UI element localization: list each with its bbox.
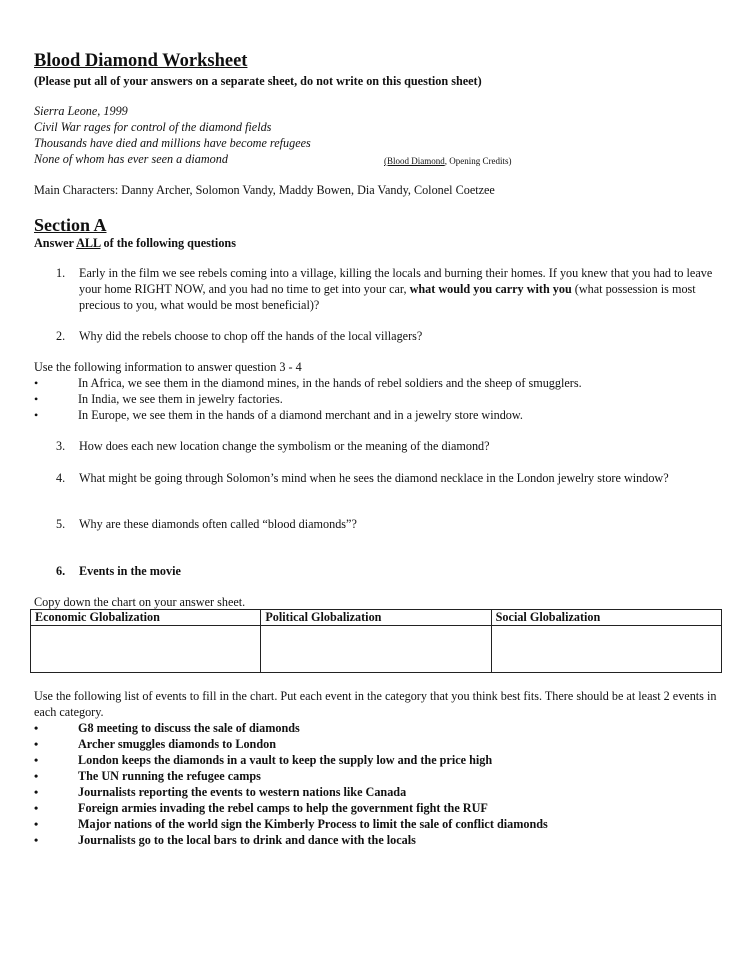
question-text: How does each new location change the symbolism or the meaning of the diamond? — [79, 439, 490, 453]
chart-header-economic: Economic Globalization — [31, 610, 261, 626]
question-number: 6. — [56, 564, 66, 578]
info-intro: Use the following information to answer question 3 - 4 — [34, 360, 302, 374]
intro-line: Sierra Leone, 1999 — [34, 104, 128, 118]
citation-detail: , Opening Credits) — [444, 156, 512, 166]
citation — [384, 153, 512, 169]
question-1 — [56, 265, 716, 315]
instructions-note: (Please put all of your answers on a separate sheet, do not write on this question sheet) — [34, 74, 482, 88]
bullet-icon: • — [34, 801, 39, 815]
worksheet-page: Blood Diamond Worksheet (Please put all of your answers on a separate sheet, do not write on this question sheet) Sierra Leone, 1999 Civil War rages for control of the diamond fields Thousands have died and millions have become refugees None of whom has ever seen a diamond (Blood Diamond, Opening Credits) Main Characters: Danny Archer, Solomon Vandy, Maddy Bowen, Dia Vandy, Colonel Coetzee Section A Answer ALL of the following questions 1. Early in the film we see rebels coming into a village, killing the locals and burning their homes. If you knew that you had to leave your home RIGHT NOW, and you had no time to get into your car, what would you carry with you (what possession is most precious to you, what would be most beneficial)? 2. Why did the rebels choose to chop off the hands of the local villagers? Use the following information to answer question 3 - 4 • In Africa, we see them in the diamond mines, in the hands of rebel soldiers and the sheep of smugglers. • In India, we see them in jewelry factories. • In Europe, we see them in the hands of a diamond merchant and in a jewelry store window. 3. How does each new location change the symbolism or the meaning of the diamond? 4. What might be going through Solomon’s mind when he sees the diamond necklace in the London jewelry store window? 5. Why are these diamonds often called “blood diamonds”? 6. Events in the movie Copy down the chart on your answer sheet. Economic Globalization Political Globalization Social Globalization Use the following list of events to fill in the chart. Put each event in the category that you think best fits. There should be at least 2 events in each category. • G8 meeting to discuss the sale of diamonds • Archer smuggles diamonds to London • London keeps the diamonds in a vault to keep the supply low and the price high • The UN running the refugee camps • Journalists reporting the events to western nations like Canada • Foreign armies invading the rebel camps to help the government fight the RUF • Major nations of the world sign the Kimberly Process to limit the sale of conflict diamonds • Journalists go to the local bars to drink and dance with the locals — [0, 0, 749, 970]
question-text: Why did the rebels choose to chop off the hands of the local villagers? — [79, 329, 423, 343]
question-number: 5. — [56, 517, 66, 531]
section-a-heading: Section A — [34, 215, 107, 235]
globalization-chart — [30, 609, 722, 673]
page-title: Blood Diamond Worksheet — [34, 51, 248, 71]
chart-cell-economic — [31, 626, 261, 673]
emphasis-text: what would you carry with you — [409, 282, 572, 296]
chart-answer-row — [31, 626, 722, 673]
intro-line: Thousands have died and millions have become refugees — [34, 136, 311, 150]
main-characters: Main Characters: Danny Archer, Solomon Vandy, Maddy Bowen, Dia Vandy, Colonel Coetzee — [34, 183, 495, 197]
bullet-icon: • — [34, 408, 39, 422]
events-intro: Use the following list of events to fill in the chart. Put each event in the category that you think best fits. There should be at least 2 events in each category. — [34, 689, 717, 719]
bullet-icon: • — [34, 737, 39, 751]
emphasis-all: ALL — [76, 236, 101, 250]
question-number: 4. — [56, 471, 66, 485]
bullet-icon: • — [34, 769, 39, 783]
bullet-icon: • — [34, 753, 39, 767]
question-text: Early in the film we see rebels coming into a village, killing the locals and burning their homes. If you knew that you had to leave your home RIGHT NOW, and you had no time to get into your car, what would you carry with you (what possession is most precious to you, what would be most beneficial)? — [79, 266, 713, 312]
chart-instruction: Copy down the chart on your answer sheet. — [34, 595, 246, 609]
intro-line: None of whom has ever seen a diamond — [34, 152, 228, 166]
question-text: Why are these diamonds often called “blood diamonds”? — [79, 517, 357, 531]
bullet-icon: • — [34, 392, 39, 406]
chart-header-social: Social Globalization — [491, 610, 721, 626]
chart-cell-political — [261, 626, 491, 673]
chart-cell-social — [491, 626, 721, 673]
question-text: What might be going through Solomon’s mind when he sees the diamond necklace in the London jewelry store window? — [79, 471, 669, 485]
question-number: 3. — [56, 439, 66, 453]
chart-header-row — [31, 610, 722, 626]
bullet-icon: • — [34, 376, 39, 390]
question-4 — [56, 470, 716, 504]
question-number: 1. — [56, 266, 66, 280]
bullet-icon: • — [34, 785, 39, 799]
chart-header-political: Political Globalization — [261, 610, 491, 626]
intro-line: Civil War rages for control of the diamond fields — [34, 120, 272, 134]
bullet-icon: • — [34, 833, 39, 847]
section-a-instructions: Answer ALL of the following questions — [34, 236, 236, 250]
question-text: Events in the movie — [79, 564, 181, 578]
bullet-icon: • — [34, 817, 39, 831]
question-number: 2. — [56, 329, 66, 343]
bullet-icon: • — [34, 721, 39, 735]
citation-source: (Blood Diamond — [384, 156, 445, 166]
